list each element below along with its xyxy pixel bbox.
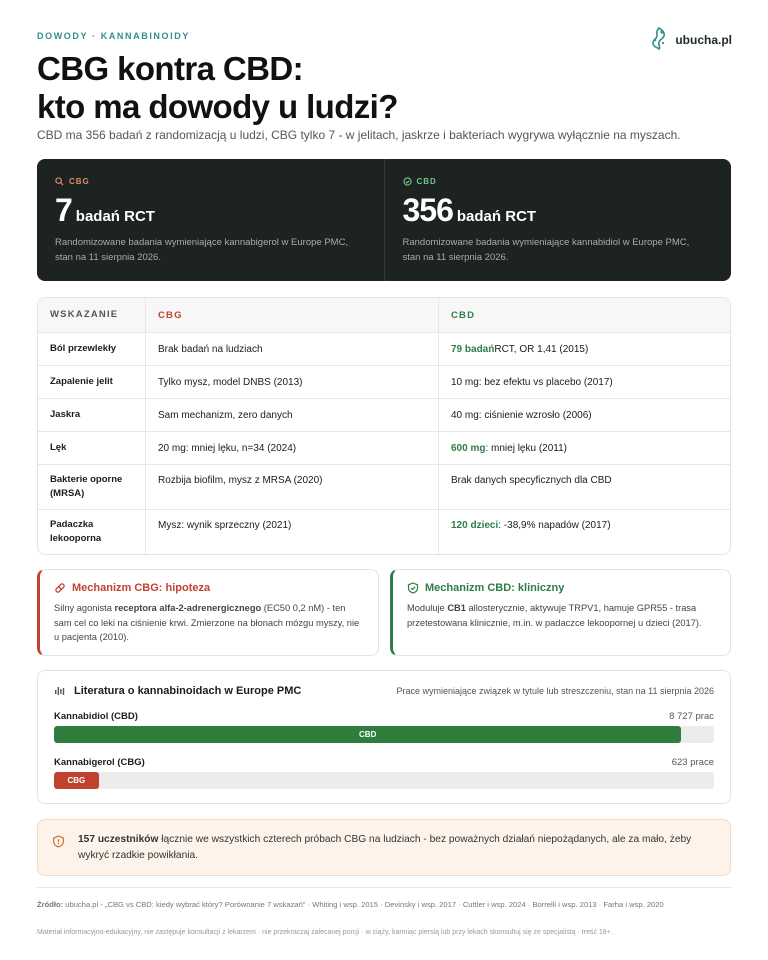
brand-logo[interactable]: [649, 26, 732, 53]
row-cbd-text: Brak danych specyficznych dla CBD: [451, 475, 612, 486]
literature-row-count: 623 prace: [671, 757, 714, 768]
row-cbg: Brak badań na ludziach: [145, 333, 438, 365]
table-header-row: [38, 298, 730, 332]
brand-icon: [649, 26, 669, 53]
row-cbd: [438, 399, 730, 431]
header-cbd: CBD: [438, 298, 730, 332]
mechanism-cbd-title: Mechanizm CBD: kliniczny: [425, 582, 565, 594]
mechanism-cbg-body-pre: Silny agonista: [54, 603, 115, 613]
row-cbd-highlight: 120 dzieci: [451, 520, 499, 531]
participants-count: 157 uczestników: [78, 834, 159, 845]
row-cbg: Sam mechanizm, zero danych: [145, 399, 438, 431]
literature-row-name: Kannabigerol (CBG): [54, 757, 145, 768]
row-cbg: Tylko mysz, model DNBS (2013): [145, 366, 438, 398]
literature-bar-cbg: CBG: [54, 772, 99, 789]
row-cbd: [438, 432, 730, 464]
table-row: [38, 398, 730, 431]
bar-chart-icon: [54, 685, 66, 697]
title-line-1: CBG kontra CBD:: [37, 50, 304, 87]
header-cbg: CBG: [145, 298, 438, 332]
stat-cbd-unit: badań RCT: [456, 208, 537, 225]
row-cbd-text: RCT, OR 1,41 (2015): [494, 343, 589, 355]
stat-cbg-tag: [55, 177, 366, 186]
search-icon: [55, 177, 64, 186]
mechanism-cbg-title: Mechanizm CBG: hipoteza: [72, 582, 211, 594]
row-cbd: [438, 333, 730, 365]
stat-cbg: [37, 159, 384, 281]
literature-title: Literatura o kannabinoidach w Europe PMC: [74, 685, 302, 697]
row-cbg: Rozbija biofilm, mysz z MRSA (2020): [145, 465, 438, 509]
mechanism-cbd-body: [407, 601, 716, 630]
row-cbd: [438, 366, 730, 398]
mechanism-cbd-body-post: allosterycznie, aktywuje TRPV1, hamuje GPR55 - trasa przetestowana klinicznie, m.in. w padaczce lekoopornej u dzieci (2017).: [407, 603, 702, 628]
row-indication: Padaczka lekooporna: [50, 519, 102, 544]
table-row: [38, 431, 730, 464]
eyebrow: DOWODY · KANNABINOIDY: [37, 31, 190, 41]
mechanism-cbd-body-pre: Moduluje: [407, 603, 448, 613]
row-cbd-highlight: 600 mg: [451, 442, 486, 454]
brand-name: ubucha.pl: [675, 32, 732, 47]
disclaimer: Materiał informacyjno-edukacyjny, nie zastępuje konsultacji z lekarzem · nie przekraczaj zalecanej porcji · w ciąży, karmiąc piersią lub przy lekach skonsultuj się ze specjalistą · treść 18+.: [37, 929, 613, 936]
source-line: [37, 899, 731, 911]
stat-cbg-unit: badań RCT: [75, 208, 155, 225]
stat-cbd-desc: Randomizowane badania wymieniające kannabidiol w Europe PMC, stan na 11 sierpnia 2026.: [402, 237, 690, 263]
mechanism-cbg-card: [37, 569, 379, 656]
row-cbd-text: : -38,9% napadów (2017): [498, 520, 611, 531]
stat-cbg-number: 7: [55, 192, 72, 228]
literature-bar-track: [54, 772, 714, 789]
table-row: [38, 365, 730, 398]
page-title: [37, 50, 637, 126]
alert-shield-icon: [52, 835, 65, 848]
literature-row-count: 8 727 prac: [669, 711, 714, 722]
row-cbd-text: 10 mg: bez efektu vs placebo (2017): [451, 376, 613, 388]
stat-cbd-number: 356: [402, 192, 453, 228]
title-line-2: kto ma dowody u ludzi?: [37, 88, 398, 125]
footer-divider: [37, 887, 731, 888]
mechanism-cbd-card: [390, 569, 731, 656]
row-cbg: Mysz: wynik sprzeczny (2021): [145, 510, 438, 554]
table-row: [38, 464, 730, 509]
row-indication: Jaskra: [50, 409, 81, 420]
source-label: Źródło:: [37, 900, 64, 909]
row-indication: Zapalenie jelit: [50, 376, 113, 387]
comparison-table: [37, 297, 731, 555]
subtitle: CBD ma 356 badań z randomizacją u ludzi, CBG tylko 7 - w jelitach, jaskrze i bakteriach wygrywa wyłącznie na myszach.: [37, 128, 681, 142]
literature-note: Prace wymieniające związek w tytule lub streszczeniu, stan na 11 sierpnia 2026: [396, 686, 714, 696]
header-indication: WSKAZANIE: [50, 309, 119, 320]
stat-cbg-tag-label: CBG: [69, 177, 90, 186]
stats-panel: [37, 159, 731, 281]
table-row: [38, 332, 730, 365]
mechanism-cbg-body: [54, 601, 364, 645]
row-cbd-text: : mniej lęku (2011): [485, 442, 567, 454]
literature-row-name: Kannabidiol (CBD): [54, 711, 138, 722]
stat-cbd-tag-label: CBD: [416, 177, 437, 186]
mechanism-cbd-body-bold: CB1: [447, 603, 466, 613]
literature-bar-cbd: CBD: [54, 726, 681, 743]
table-row: [38, 509, 730, 554]
mechanism-cbg-body-bold: receptora alfa-2-adrenergicznego: [114, 603, 262, 613]
stat-cbd: [384, 159, 732, 281]
stat-cbd-tag: [403, 177, 714, 186]
row-cbd: [438, 465, 730, 509]
literature-row-cbg: [54, 757, 714, 789]
literature-panel: [37, 670, 731, 804]
row-cbd: [438, 510, 730, 554]
literature-row-cbd: [54, 711, 714, 743]
check-circle-icon: [403, 177, 412, 186]
stat-cbg-desc: Randomizowane badania wymieniające kannabigerol w Europe PMC, stan na 11 sierpnia 2026.: [55, 237, 349, 263]
pill-icon: [54, 582, 66, 594]
row-cbd-text: 40 mg: ciśnienie wzrosło (2006): [451, 409, 592, 421]
row-cbd-highlight: 79 badań: [451, 343, 495, 355]
shield-check-icon: [407, 582, 419, 594]
row-indication: Bakterie oporne (MRSA): [50, 474, 123, 499]
row-indication: Lęk: [50, 442, 67, 453]
source-text: ubucha.pl - „CBG vs CBD: kiedy wybrać który? Porównanie 7 wskazań” · Whiting i wsp. 2015 · Devinsky i wsp. 2017 · Cuttler i wsp. 2024 · Borrelli i wsp. 2013 · Farha i wsp. 2020: [63, 900, 664, 909]
participants-text: łącznie we wszystkich czterech próbach CBG na ludziach - bez poważnych działań niepożądanych, ale za mało, żeby wykryć rzadkie powikłania.: [78, 834, 692, 861]
mechanism-cbg-body-post: (EC50 0,2 nM) - ten sam cel co leki na ciśnienie krwi. Zmierzone na błonach mózgu myszy, nie u pacjenta (2010).: [54, 603, 360, 642]
row-indication: Ból przewlekły: [50, 343, 116, 354]
literature-bar-track: [54, 726, 714, 743]
participants-note: [37, 819, 731, 876]
row-cbg: 20 mg: mniej lęku, n=34 (2024): [145, 432, 438, 464]
